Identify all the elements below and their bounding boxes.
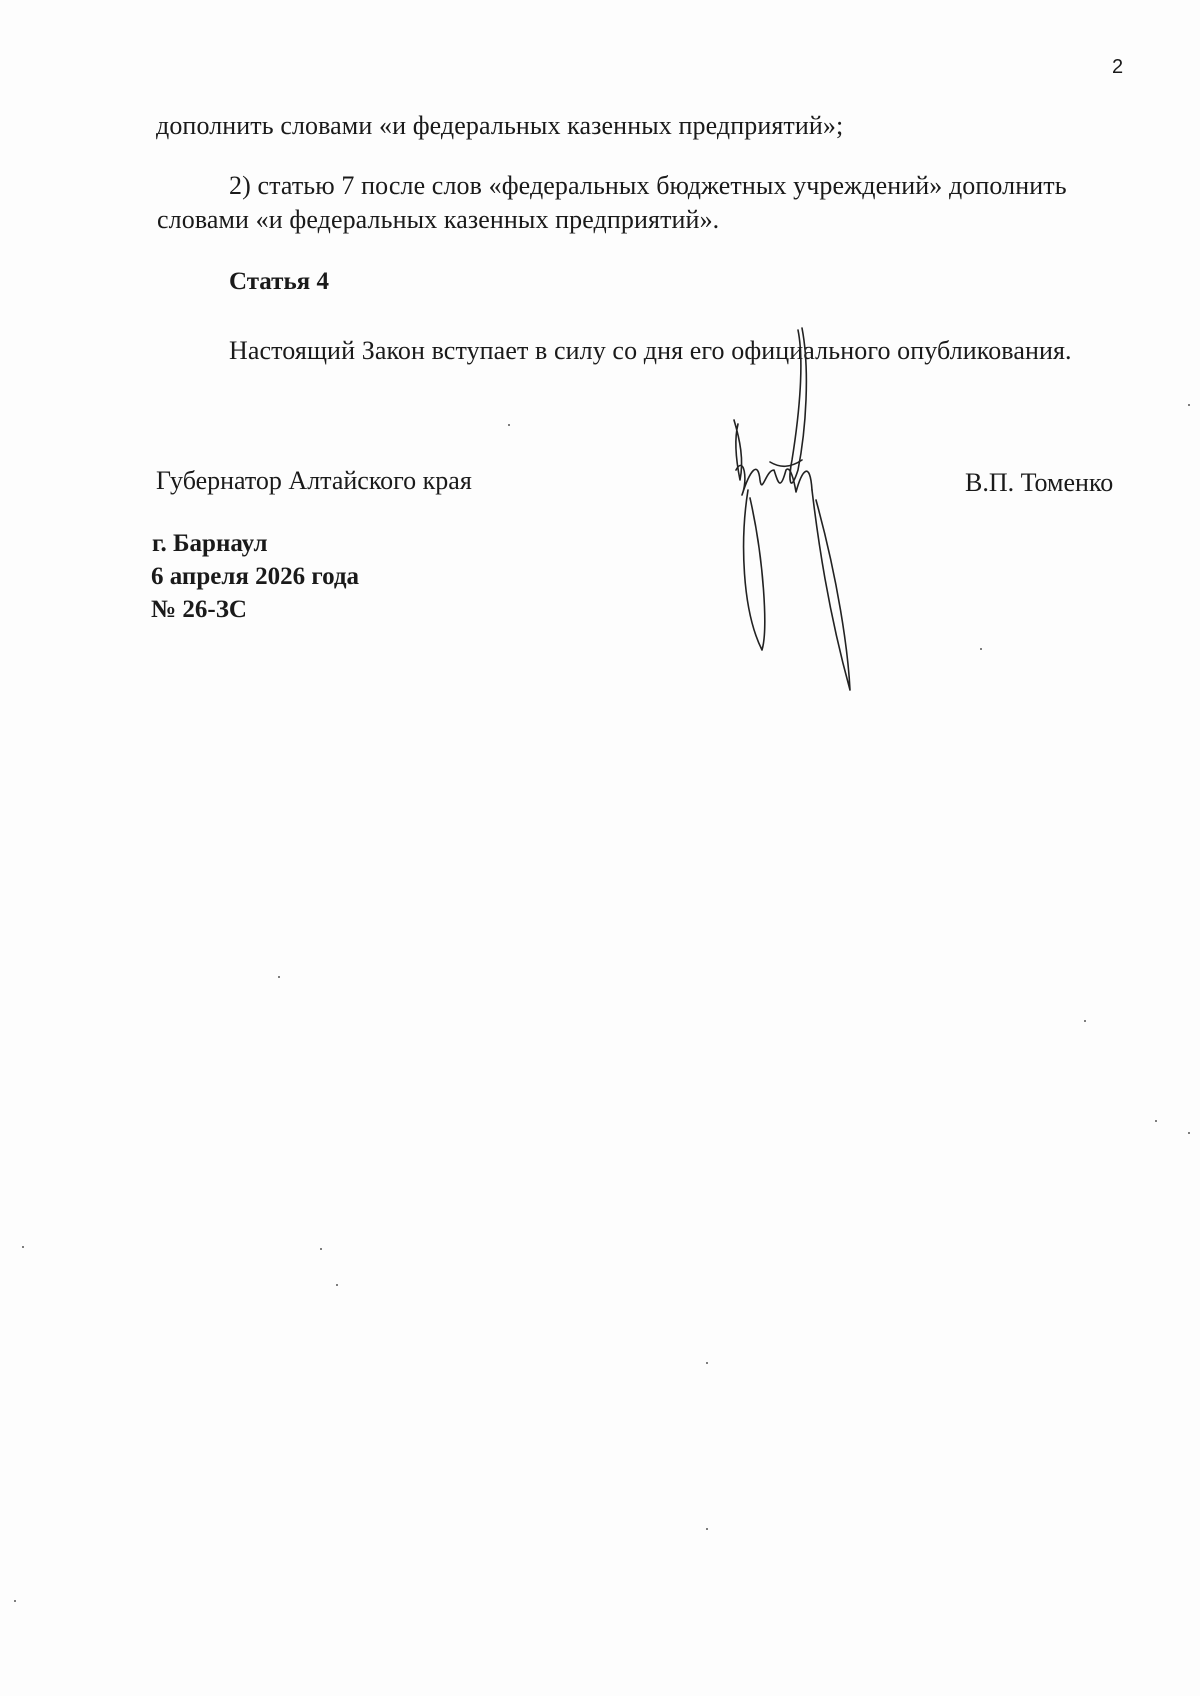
scan-speck [14, 1600, 16, 1602]
article-heading: Статья 4 [229, 268, 329, 295]
body-line-continuation: дополнить словами «и федеральных казенных предприятий»; [156, 111, 844, 140]
body-line-item-2: 2) статью 7 после слов «федеральных бюджетных учреждений» дополнить [229, 171, 1067, 200]
place-of-signing: г. Барнаул [152, 530, 268, 557]
body-line-item-2-continuation: словами «и федеральных казенных предприятий». [157, 205, 720, 234]
handwritten-signature-icon [720, 320, 890, 740]
article-text: Настоящий Закон вступает в силу со дня его официального опубликования. [229, 336, 1072, 365]
governor-title: Губернатор Алтайского края [156, 466, 472, 495]
scan-speck [22, 1246, 24, 1248]
scan-speck [1084, 1020, 1086, 1022]
scan-speck [980, 648, 982, 650]
scan-speck [706, 1362, 708, 1364]
page-number: 2 [1112, 56, 1124, 78]
scan-speck [278, 976, 280, 978]
scan-speck [1188, 404, 1190, 406]
scan-speck [508, 424, 510, 426]
scan-speck [336, 1284, 338, 1286]
governor-name: В.П. Томенко [965, 468, 1114, 497]
scan-speck [1188, 1132, 1190, 1134]
law-number: № 26-ЗС [151, 596, 247, 623]
scan-speck [1155, 1120, 1157, 1122]
scan-speck [320, 1248, 322, 1250]
signing-date: 6 апреля 2026 года [151, 563, 360, 590]
scan-speck [706, 1528, 708, 1530]
